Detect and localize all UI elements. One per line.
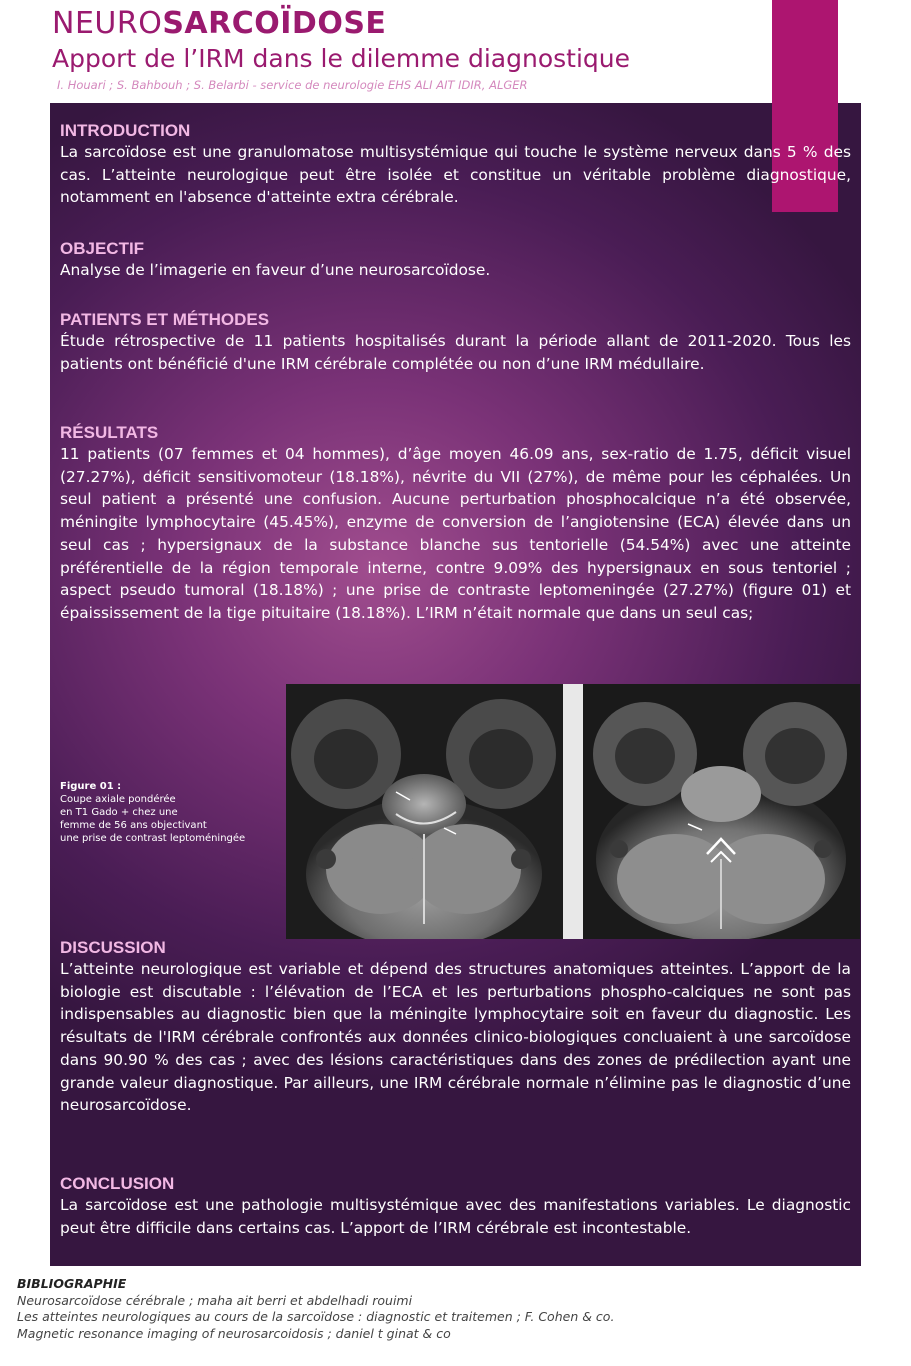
poster-title	[52, 6, 386, 41]
section-conclusion	[60, 1174, 851, 1239]
section-resultats	[60, 423, 851, 625]
section-introduction	[60, 121, 851, 209]
mri-image-right	[583, 684, 860, 939]
bibliography	[17, 1276, 614, 1342]
introduction-body: La sarcoïdose est une granulomatose multisystémique qui touche le système nerveux dans 5 % des cas. L’atteinte neurologique peut être isolée et constitue un véritable problème diagnostique, notamment en l'absence d'atteinte extra cérébrale.	[60, 143, 851, 207]
objectif-title: OBJECTIF	[60, 239, 145, 258]
bibliography-title: BIBLIOGRAPHIE	[17, 1276, 127, 1291]
section-methodes	[60, 310, 851, 375]
figure-caption	[60, 780, 280, 845]
figure-label: Figure 01 :	[60, 781, 122, 792]
title-light: NEURO	[52, 6, 163, 41]
poster-subtitle: Apport de l’IRM dans le dilemme diagnostique	[52, 44, 630, 73]
figure-caption-line: une prise de contrast leptoméningée	[60, 833, 246, 844]
bibliography-item: Les atteintes neurologiques au cours de la sarcoïdose : diagnostic et traitemen ; F. Cohen & co.	[17, 1309, 615, 1324]
resultats-body: 11 patients (07 femmes et 04 hommes), d’âge moyen 46.09 ans, sex-ratio de 1.75, déficit visuel (27.27%), déficit sensitivomoteur (18.18%), névrite du VII (27%), de même pour les céphalées. Un seul patient a présenté une confusion. Aucune perturbation phosphocalcique n’a été observée, méningite lymphocytaire (45.45%), enzyme de conversion de l’angiotensine (ECA) élevée dans un seul cas ; hypersignaux de la substance blanche sus tentorielle (54.54%) avec une atteinte préférentielle de la région temporale interne, contre 9.09% des hypersignaux en sous tentoriel ; aspect pseudo tumoral (18.18%) ; une prise de contraste leptomeningée (27.27%) (figure 01) et épaississement de la tige pituitaire (18.18%). L’IRM n’était normale que dans un seul cas;	[60, 445, 851, 622]
figure-caption-line: femme de 56 ans objectivant	[60, 820, 207, 831]
figure-separator	[563, 684, 583, 939]
section-objectif	[60, 239, 851, 282]
title-bold: SARCOÏDOSE	[162, 6, 387, 41]
bibliography-item: Neurosarcoïdose cérébrale ; maha ait berri et abdelhadi rouimi	[17, 1292, 413, 1308]
introduction-title: INTRODUCTION	[60, 121, 191, 140]
mri-image-left	[286, 684, 563, 939]
methodes-body: Étude rétrospective de 11 patients hospitalisés durant la période allant de 2011-2020. Tous les patients ont bénéficié d'une IRM cérébrale complétée ou non d’une IRM médullaire.	[60, 332, 851, 373]
section-discussion	[60, 938, 851, 1117]
methodes-title: PATIENTS ET MÉTHODES	[60, 310, 270, 329]
objectif-body: Analyse de l’imagerie en faveur d’une neurosarcoïdose.	[60, 261, 491, 279]
figure-caption-line: Coupe axiale pondérée	[60, 794, 176, 805]
bibliography-item: Magnetic resonance imaging of neurosarcoidosis ; daniel t ginat & co	[17, 1325, 451, 1341]
resultats-title: RÉSULTATS	[60, 423, 159, 442]
discussion-body: L’atteinte neurologique est variable et dépend des structures anatomiques atteintes. L’apport de la biologie est discutable : l’élévation de l’ECA et les perturbations phospho-calciques ne sont pas indispensables au diagnostic bien que la méningite lymphocytaire soit en faveur du diagnostic. Les résultats de l'IRM cérébrale confrontés aux données clinico-biologiques concluaient à une sarcoïdose dans 90.90 % des cas ; avec des lésions caractéristiques dans des zones de prédilection ayant une grande valeur diagnostique. Par ailleurs, une IRM cérébrale normale n’élimine pas le diagnostic d’une neurosarcoïdose.	[60, 960, 851, 1115]
authors-line: I. Houari ; S. Bahbouh ; S. Belarbi - service de neurologie EHS ALI AIT IDIR, ALGER	[57, 78, 528, 92]
figure-caption-line: en T1 Gado + chez une	[60, 807, 178, 818]
discussion-title: DISCUSSION	[60, 938, 166, 957]
conclusion-title: CONCLUSION	[60, 1174, 175, 1193]
conclusion-body: La sarcoïdose est une pathologie multisystémique avec des manifestations variables. Le diagnostic peut être difficile dans certains cas. L’apport de l’IRM cérébrale est incontestable.	[60, 1196, 851, 1237]
